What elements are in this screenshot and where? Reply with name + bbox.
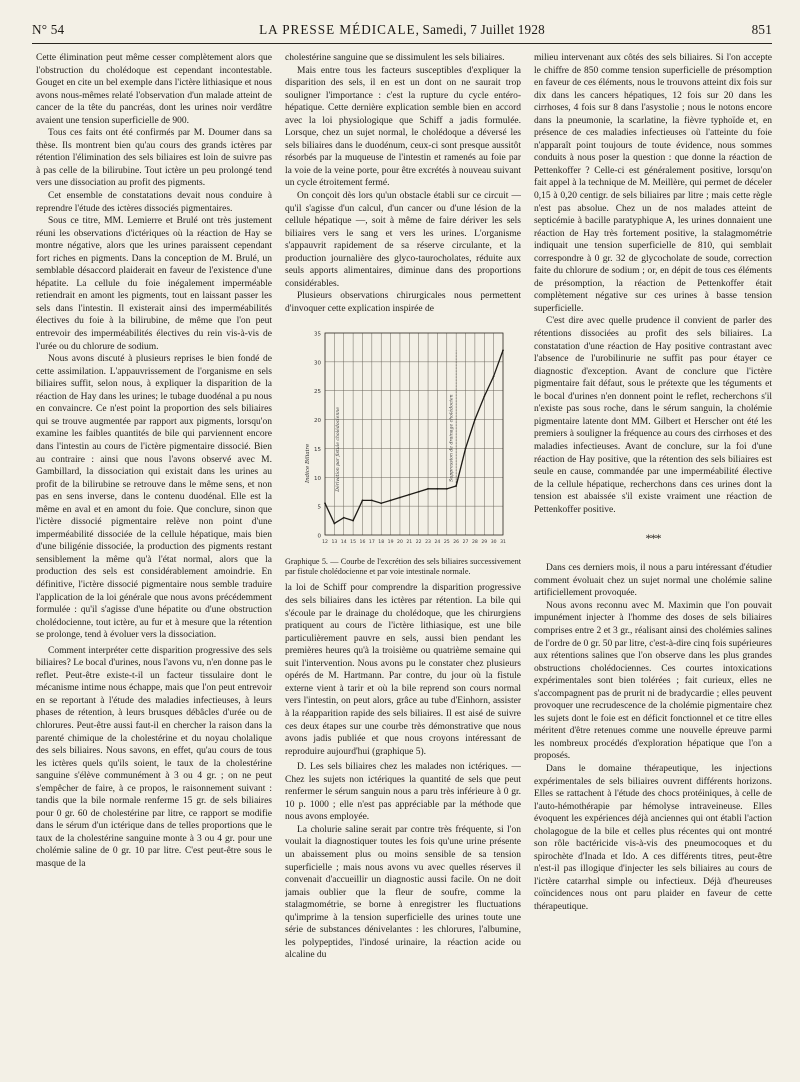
x-tick-label: 21	[406, 540, 413, 546]
data-point	[483, 396, 485, 398]
paragraph: cholestérine sanguine que se dissimulent les sels biliaires.	[285, 53, 505, 63]
paragraph: milieu intervenant aux côtés des sels biliaires. Si l'on accepte le chiffre de 850 comme tension superficielle de présomption en faveur de ces éléments, nous le trouvons atteint dix fois sur dix dans les cancers hépatiques, 12 fois sur 20 dans les cirrhoses, 4 fois sur 8 dans l'asystolie ; nous le notons encore dans la pneumonie, la scarlatine, la fièvre typhoïde et, en présence de ces maladies infectieuses où l'atteinte du foie n'apparaît point toujours de toute évidence, nous sommes conduits à nous poser la question : que donne la réaction de Pettenkoffer ? Celle-ci est généralement positive, lorsqu'on fait appel à la technique de M. Meillère, qui permet de déceler 0,15 à 0,20 centigr. de sels biliaires par litre ; mais cette règle n'est pas absolue. Chez un de nos malades atteint de septicémie à bacille paratyphique A, les urines donnaient une réaction de Hay très fortement positive, la stalagmométrie indiquait une tension superficielle de 810, qui semblait correspondre à 0 gr. 32 de glycocholate de soude, correction faite du chlorure de sodium ; or, en dépit de tous ces éléments de présomption, la réaction de Pettenkoffer était complètement négative sur ces urines à basse tension superficielle.	[534, 53, 772, 314]
data-point	[371, 500, 373, 502]
data-point	[390, 500, 392, 502]
y-tick-label: 20	[314, 418, 321, 425]
x-tick-label: 23	[425, 540, 431, 546]
page-number: 851	[751, 22, 772, 37]
x-tick-label: 26	[453, 540, 460, 546]
running-header	[32, 22, 772, 40]
x-tick-label: 20	[397, 540, 403, 546]
data-point	[455, 486, 457, 488]
x-tick-label: 17	[368, 540, 375, 546]
x-tick-label: 25	[443, 540, 450, 546]
excretion-chart	[285, 323, 521, 555]
data-point	[362, 500, 364, 502]
paragraph: Sous ce titre, MM. Lemierre et Brulé ont très justement réuni les observations d'ictériques où la réaction de Hay se montre négative, alors que les urines paraissent cependant fort riches en pigments. Dans la conception de M. Brulé, un semblable désaccord plaiderait en faveur de l'existence d'une hépatite. La cellule du foie inégalement imperméable retiendrait en amont les pigments, tout en laissant passer les sels dans l'intestin. Il existerait ainsi des imperméabilités électives du foie à la bilirubine, de même que l'on peut entrevoir des imperméabilités électives du rein vis-à-vis de l'urée ou du chlorure de sodium.	[36, 216, 272, 352]
x-tick-label: 19	[387, 540, 394, 546]
issue-date: , Samedi, 7 Juillet 1928	[415, 22, 545, 37]
paragraph: Tous ces faits ont été confirmés par M. Doumer dans sa thèse. Ils montrent bien qu'au cours des grands ictères par rétention l'élimination des sels biliaires est loin de suivre pas à pas celle de la bilirubine. Tout ictère un peu prolongé tend vers une dissociation au profit des pigments.	[36, 128, 272, 189]
data-point	[427, 488, 429, 490]
data-series-line	[325, 351, 503, 524]
x-tick-label: 14	[340, 540, 347, 546]
fistula-annotation: Dérivation par fistule cholédocienne	[336, 407, 342, 493]
x-tick-label: 22	[415, 540, 422, 546]
data-point	[343, 517, 345, 519]
paragraph: Nous avons discuté à plusieurs reprises le bien fondé de cette assimilation. L'appauvrissement de l'organisme en sels biliaires suffit, selon nous, à expliquer la disparition de la réaction de Hay dans les urines; le tubage duodénal a pu nous en convaincre. Ce n'est point la proportion des sels biliaires qui se trouve augmentée par rapport aux pigments, lorsqu'on examine les faibles quantités de bile qui parviennent encore dans l'intestin au cours de l'ictère pigmentaire dissocié. Bien au contraire : ainsi que nous l'avons observé avec M. Gambillard, la dissociation qui existait dans les urines au profit de la bilirubine se retrouve dans le même sens, et non pas en sens inverse, dans le contenu duodénal. Elle est la même en aval et en amont du foie. Que conclure, sinon que l'ictère dissocié pigmentaire relève non point d'une imperméabilité dissociée de la cellule hépatique, mais bien d'une biligénie dissociée, la production des pigments restant sensiblement la même qu'à l'état normal, alors que la production des sels est considérablement amoindrie. En définitive, l'ictère dissocié pigmentaire nous semble traduire l'application de la loi générale que nous avons précédemment formulée : qu'il s'agisse d'une hépatite ou d'une obstruction cholédocienne, tout ictère, au fur et à mesure que la rétention se prolonge, tend à évoluer vers la dissociation.	[36, 354, 272, 641]
data-point	[493, 376, 495, 378]
issue-number: N° 54	[32, 22, 65, 37]
data-point	[380, 503, 382, 505]
data-point	[333, 523, 335, 525]
x-tick-label: 24	[434, 540, 441, 546]
paragraph: C'est dire avec quelle prudence il convient de parler des rétentions dissociées au profit des sels biliaires. La constatation d'une réaction de Hay positive contrastant avec l'absence de l'urobilinurie ne suffit pas pour étayer ce diagnostic d'exception. Avant de conclure que l'ictère pigmentaire fait défaut, sous le prétexte que les téguments et le bocal d'urines n'en donnent point le reflet, recherchons s'il n'existe pas sous roche, dans le sérum sanguin, la cholémie pigmentaire latente dont MM. Gilbert et Herscher ont été les premiers à souligner la fréquence au cours des cirrhoses et des maladies infectieuses. Avant de conclure, sur la foi d'une réaction de Hay positive, que la rétention des sels biliaires est seule en cause, commandée par une imperméabilité élective de la cellule hépatique, recherchons dans ces urines dont la tension est abaissée s'il existe vraiment une réaction de Pettenkoffer positive.	[534, 316, 772, 515]
column-1	[36, 52, 272, 1074]
x-tick-label: 12	[322, 540, 328, 546]
y-tick-label: 0	[317, 533, 321, 540]
data-point	[446, 488, 448, 490]
figure-caption: Graphique 5. — Courbe de l'excrétion des sels biliaires successivement par fistule cholédocienne et par voie intestinale normale.	[285, 557, 521, 577]
x-tick-label: 31	[500, 540, 506, 546]
x-tick-label: 29	[481, 540, 488, 546]
paragraph: la loi de Schiff pour comprendre la disparition progressive des sels biliaires dans les ictères par rétention. La bile qui s'écoule par le drainage du cholédoque, que les chirurgiens pratiquent au cours de l'ictère lithiasique, est une bile particulièrement pauvre en sels, aussi bien pendant les premières heures qu'à la troisième ou quatrième semaine qui suit l'intervention. Nous avons pu le constater chez plusieurs opérés de M. Hartmann. Par contre, du jour où la fistule externe vient à tarir et où la bile reprend son cours normal vers l'intestin, on peut alors, grâce au tube d'Einhorn, assister à la réapparition rapide des sels biliaires. Il est aisé de suivre ces deux étapes sur une courbe très démonstrative que nous avons jadis publiée et que nous croyons intéressant de reproduire aujourd'hui (graphique 5).	[285, 583, 521, 757]
y-tick-label: 5	[317, 505, 321, 512]
x-tick-label: 18	[378, 540, 385, 546]
section-separator: ***	[645, 531, 661, 546]
paragraph: Cet ensemble de constatations devait nous conduire à reprendre l'étude des ictères dissociés pigmentaires.	[36, 191, 272, 214]
x-tick-label: 27	[462, 540, 469, 546]
x-tick-label: 16	[359, 540, 366, 546]
data-point	[408, 494, 410, 496]
data-point	[399, 497, 401, 499]
section-paragraph: D. Les sels biliaires chez les malades non ictériques. — Chez les sujets non ictériques la quantité de sels que peut renfermer le sérum sanguin nous a paru très inférieure à 0 gr. 10 p. 1000 ; elle n'est pas appréciable par la méthode que nous avons employée.	[285, 762, 521, 823]
x-tick-label: 15	[350, 540, 357, 546]
y-tick-label: 30	[314, 360, 321, 367]
x-tick-label: 30	[490, 540, 497, 546]
graph-figure	[285, 323, 521, 577]
column-3	[534, 52, 772, 1074]
data-point	[418, 491, 420, 493]
data-point	[474, 419, 476, 421]
header-rule	[32, 43, 772, 44]
journal-name: LA PRESSE MÉDICALE	[259, 22, 416, 37]
y-tick-label: 25	[314, 389, 321, 396]
paragraph: Nous avons reconnu avec M. Maximin que l'on pouvait impunément injecter à l'homme des doses de sels biliaires comprises entre 2 et 3 gr., réalisant ainsi des cholémies salines de l'ordre de 0 gr. 50 par litre, c'est-à-dire cinq fois supérieures aux rétentions salines que l'on observe dans les plus grandes obstructions cholédociennes. Ces courtes intoxications expérimentales sont bien tolérées ; fait curieux, elles ne s'accompagnent pas de prurit ni de bradycardie ; elles peuvent provoquer une recrudescence de la cholémie pigmentaire chez les sujets dont le foie est en déficit fonctionnel et ce titre elles méritent d'être retenues comme une nouvelle épreuve parmi les nombreux procédés d'exploration hépatique que l'on a proposés.	[534, 600, 772, 762]
drainage-annotation: Suppression de drainage cholédocien	[449, 394, 455, 483]
x-tick-label: 28	[471, 540, 478, 546]
plot-frame	[325, 333, 503, 535]
paragraph: On conçoit dès lors qu'un obstacle établi sur ce circuit — qu'il s'agisse d'un calcul, d'un cancer ou d'une lésion de la cellule hépatique —, soit à même de faire dériver les sels biliaires vers le sang et vers les urines. L'organisme s'appauvrit rapidement de sa réserve circulante, et la production journalière des glyco-taurocholates, réduite aux seuls apports alimentaires, diminue dans des proportions considérables.	[285, 191, 521, 289]
paragraph: Plusieurs observations chirurgicales nous permettent d'invoquer cette explication inspirée de	[285, 291, 521, 314]
journal-title-line	[32, 22, 772, 38]
y-tick-label: 15	[314, 447, 321, 454]
data-point	[352, 520, 354, 522]
paragraph: Mais entre tous les facteurs susceptibles d'expliquer la disparition des sels, il en est un dont on ne saurait trop souligner l'importance : c'est la rupture du cycle entéro-hépatique. Cette dernière explication semble bien en accord avec la loi physiologique que Schiff a jadis formulée. Lorsque, chez un sujet normal, le cholédoque a déversé les sels biliaires dans le duodénum, ceux-ci sont presque aussitôt résorbés par la muqueuse de l'intestin et ramenés au foie par la voie de la veine porte, pour être excrétés à nouveau suivant un cycle étroitement fermé.	[285, 65, 521, 189]
column-2	[285, 52, 521, 1074]
x-tick-label: 13	[331, 540, 338, 546]
y-axis-annotation: Indice Biliaire	[305, 444, 311, 484]
paragraph: Dans le domaine thérapeutique, les injections expérimentales de sels biliaires ouvrent différents horizons. Elles se rattachent à l'étude des chocs protéiniques, à celle de l'auto-hémothérapie par hémolyse intraveineuse. Elles évoquent les expériences déjà anciennes qui ont établi l'action cholagogue de la bile et celles plus récentes qui ont montré son rôle bactéricide vis-à-vis des pneumocoques et du spirochète d'Inada et Ido. A ces différents titres, peut-être n'est-il pas illogique d'injecter les sels biliaires au cours de l'ictère catarrhal simple ou infectieux. Déjà d'heureuses coïncidences nous ont paru plaider en faveur de cette thérapeutique.	[534, 763, 772, 912]
paragraph: Cette élimination peut même cesser complètement alors que l'obstruction du cholédoque est cependant incontestable. Gouget en cite un bel exemple dans l'ictère lithiasique et nous avons nous-mêmes relaté l'observation d'un malade atteint de cancer de la tête du pancréas, dont les urines noir verdâtre avaient une tension superficielle de 900.	[36, 53, 272, 126]
data-point	[502, 350, 504, 352]
y-tick-label: 35	[314, 331, 321, 338]
data-point	[324, 503, 326, 505]
data-point	[465, 448, 467, 450]
paragraph: La cholurie saline serait par contre très fréquente, si l'on voulait la diagnostiquer toutes les fois qu'une urine présente un abaissement plus ou moins sensible de sa tension superficielle ; mais nous avons vu avec quelles réserves il convenait d'accueillir un diagnostic aussi facile. On ne doit jamais oublier que la fleur de soufre, comme la stalagmométrie, se borne à enregistrer les fluctuations qu'imprime à la tension superficielle des urines toute une série de substances dénivelantes : les chlorures, l'albumine, les polypeptides, l'indosé urinaire, la réaction acide ou alcaline du	[285, 824, 521, 961]
paragraph: Dans ces derniers mois, il nous a paru intéressant d'étudier comment évoluait chez un sujet normal une cholémie saline artificiellement provoquée.	[534, 563, 772, 599]
paragraph: Comment interpréter cette disparition progressive des sels biliaires? Le bocal d'urines, nous l'avons vu, n'en donne pas le reflet. Peut-être existe-t-il un facteur tissulaire dont le mécanisme intime nous échappe, mais que l'on peut entrevoir en se reportant à l'étude des maladies infectieuses, à leurs phases de rétention, à leurs brusques débâcles d'urée ou de chlorures. Peut-être aussi faut-il en chercher la raison dans la parenté chimique de la cholestérine et du noyau cholalique des sels biliaires. Nous savons, en effet, qu'au cours de tous les ictères quels qu'ils soient, le taux de la cholestérine sanguine s'élève communément à 3 ou 4 gr. ; on ne peut s'empêcher de faire, à ce propos, le raisonnement suivant : tandis que la bile normale renferme 15 gr. de sels biliaires pour 0 gr. 60 de cholestérine par litre, ce rapport se modifie dans le sérum d'un ictérique dans de telles proportions que le taux de la cholestérine sanguine monte à 3 ou 4 gr. pour une cholémie saline de 0 gr. 10 par litre. C'est peut-être sous le masque de la	[36, 645, 272, 869]
y-tick-label: 10	[314, 476, 321, 483]
data-point	[437, 488, 439, 490]
